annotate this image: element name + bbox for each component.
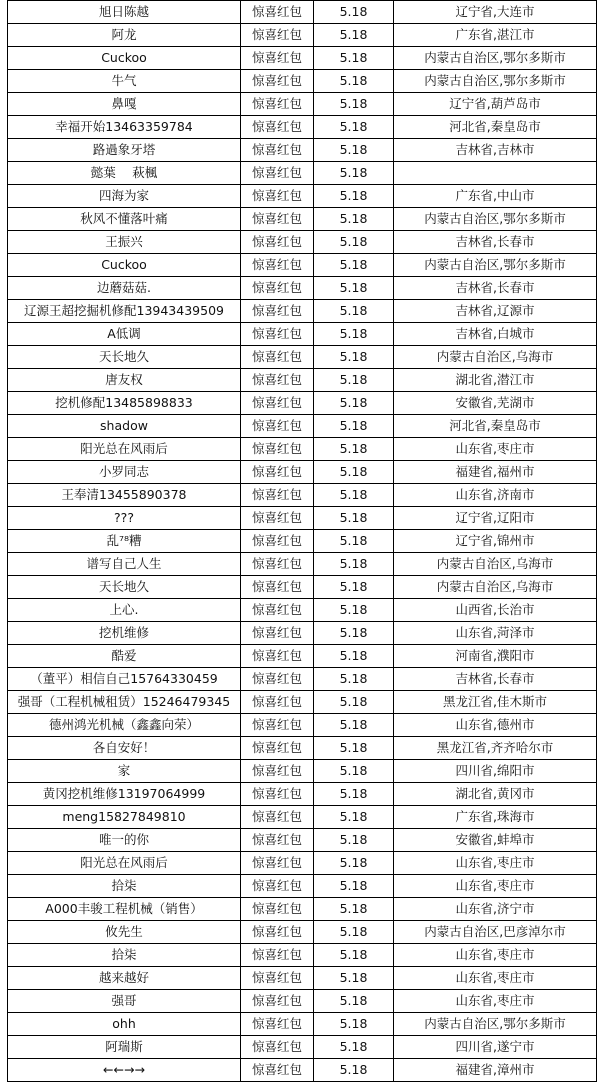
- location-cell: 福建省,漳州市: [394, 1059, 597, 1082]
- table-row: [8, 254, 597, 277]
- amount-cell: 5.18: [314, 668, 394, 691]
- packet-type-cell: 惊喜红包: [241, 254, 314, 277]
- packet-type-cell: 惊喜红包: [241, 760, 314, 783]
- nickname-cell: 黄冈挖机维修13197064999: [8, 783, 241, 806]
- nickname-cell: 强哥（工程机械租赁）15246479345: [8, 691, 241, 714]
- nickname-cell: 天长地久: [8, 346, 241, 369]
- nickname-cell: 路過象牙塔: [8, 139, 241, 162]
- packet-type-cell: 惊喜红包: [241, 599, 314, 622]
- amount-cell: 5.18: [314, 806, 394, 829]
- nickname-cell: A低调: [8, 323, 241, 346]
- packet-type-cell: 惊喜红包: [241, 852, 314, 875]
- table-row: [8, 599, 597, 622]
- table-row: [8, 93, 597, 116]
- location-cell: 吉林省,长春市: [394, 231, 597, 254]
- table-row: [8, 576, 597, 599]
- amount-cell: 5.18: [314, 1036, 394, 1059]
- table-row: [8, 346, 597, 369]
- packet-type-cell: 惊喜红包: [241, 369, 314, 392]
- location-cell: 安徽省,芜湖市: [394, 392, 597, 415]
- location-cell: 河北省,秦皇岛市: [394, 415, 597, 438]
- location-cell: 内蒙古自治区,鄂尔多斯市: [394, 47, 597, 70]
- location-cell: 四川省,绵阳市: [394, 760, 597, 783]
- location-cell: 山东省,济南市: [394, 484, 597, 507]
- nickname-cell: 王奉清13455890378: [8, 484, 241, 507]
- table-row: [8, 277, 597, 300]
- packet-type-cell: 惊喜红包: [241, 645, 314, 668]
- table-row: [8, 691, 597, 714]
- table-row: [8, 70, 597, 93]
- table-row: [8, 760, 597, 783]
- nickname-cell: ???: [8, 507, 241, 530]
- location-cell: 辽宁省,锦州市: [394, 530, 597, 553]
- amount-cell: 5.18: [314, 691, 394, 714]
- table-row: [8, 645, 597, 668]
- amount-cell: 5.18: [314, 231, 394, 254]
- amount-cell: 5.18: [314, 645, 394, 668]
- location-cell: 内蒙古自治区,鄂尔多斯市: [394, 1013, 597, 1036]
- location-cell: 河南省,濮阳市: [394, 645, 597, 668]
- packet-type-cell: 惊喜红包: [241, 93, 314, 116]
- nickname-cell: 攸先生: [8, 921, 241, 944]
- location-cell: 山西省,长治市: [394, 599, 597, 622]
- location-cell: 辽宁省,大连市: [394, 1, 597, 24]
- table-row: [8, 622, 597, 645]
- table-row: [8, 116, 597, 139]
- location-cell: 河北省,秦皇岛市: [394, 116, 597, 139]
- nickname-cell: 天长地久: [8, 576, 241, 599]
- location-cell: 山东省,枣庄市: [394, 852, 597, 875]
- amount-cell: 5.18: [314, 162, 394, 185]
- amount-cell: 5.18: [314, 1059, 394, 1082]
- location-cell: 黑龙江省,佳木斯市: [394, 691, 597, 714]
- packet-type-cell: 惊喜红包: [241, 1, 314, 24]
- nickname-cell: 德州鸿光机械（鑫鑫向荣）: [8, 714, 241, 737]
- nickname-cell: 挖机维修: [8, 622, 241, 645]
- amount-cell: 5.18: [314, 1, 394, 24]
- nickname-cell: 边蘑菇菇.: [8, 277, 241, 300]
- packet-type-cell: 惊喜红包: [241, 70, 314, 93]
- location-cell: 四川省,遂宁市: [394, 1036, 597, 1059]
- packet-type-cell: 惊喜红包: [241, 461, 314, 484]
- nickname-cell: 四海为家: [8, 185, 241, 208]
- amount-cell: 5.18: [314, 852, 394, 875]
- packet-type-cell: 惊喜红包: [241, 415, 314, 438]
- location-cell: [394, 162, 597, 185]
- nickname-cell: shadow: [8, 415, 241, 438]
- packet-type-cell: 惊喜红包: [241, 1013, 314, 1036]
- amount-cell: 5.18: [314, 967, 394, 990]
- location-cell: 山东省,枣庄市: [394, 967, 597, 990]
- table-row: [8, 47, 597, 70]
- table-row: [8, 921, 597, 944]
- packet-type-cell: 惊喜红包: [241, 944, 314, 967]
- amount-cell: 5.18: [314, 1013, 394, 1036]
- amount-cell: 5.18: [314, 530, 394, 553]
- packet-type-cell: 惊喜红包: [241, 806, 314, 829]
- packet-type-cell: 惊喜红包: [241, 1059, 314, 1082]
- location-cell: 广东省,湛江市: [394, 24, 597, 47]
- table-row: [8, 783, 597, 806]
- nickname-cell: 秋风不懂落叶痛: [8, 208, 241, 231]
- table-row: [8, 990, 597, 1013]
- nickname-cell: 拾柒: [8, 875, 241, 898]
- nickname-cell: 旭日陈越: [8, 1, 241, 24]
- location-cell: 吉林省,长春市: [394, 277, 597, 300]
- location-cell: 山东省,枣庄市: [394, 944, 597, 967]
- nickname-cell: 王振兴: [8, 231, 241, 254]
- nickname-cell: 阿龙: [8, 24, 241, 47]
- nickname-cell: ohh: [8, 1013, 241, 1036]
- nickname-cell: 阳光总在风雨后: [8, 852, 241, 875]
- amount-cell: 5.18: [314, 461, 394, 484]
- location-cell: 内蒙古自治区,乌海市: [394, 346, 597, 369]
- nickname-cell: 唐友权: [8, 369, 241, 392]
- table-row: [8, 369, 597, 392]
- nickname-cell: 阳光总在风雨后: [8, 438, 241, 461]
- packet-type-cell: 惊喜红包: [241, 277, 314, 300]
- table-row: [8, 438, 597, 461]
- amount-cell: 5.18: [314, 829, 394, 852]
- table-row: [8, 944, 597, 967]
- packet-type-cell: 惊喜红包: [241, 116, 314, 139]
- location-cell: 内蒙古自治区,鄂尔多斯市: [394, 70, 597, 93]
- packet-type-cell: 惊喜红包: [241, 47, 314, 70]
- location-cell: 黑龙江省,齐齐哈尔市: [394, 737, 597, 760]
- location-cell: 广东省,珠海市: [394, 806, 597, 829]
- table-body: [8, 1, 597, 1082]
- table-row: [8, 507, 597, 530]
- location-cell: 广东省,中山市: [394, 185, 597, 208]
- table-row: [8, 806, 597, 829]
- packet-type-cell: 惊喜红包: [241, 208, 314, 231]
- location-cell: 辽宁省,辽阳市: [394, 507, 597, 530]
- table-row: [8, 415, 597, 438]
- nickname-cell: 家: [8, 760, 241, 783]
- location-cell: 辽宁省,葫芦岛市: [394, 93, 597, 116]
- nickname-cell: 小罗同志: [8, 461, 241, 484]
- table-row: [8, 829, 597, 852]
- amount-cell: 5.18: [314, 208, 394, 231]
- packet-type-cell: 惊喜红包: [241, 898, 314, 921]
- table-row: [8, 553, 597, 576]
- packet-type-cell: 惊喜红包: [241, 139, 314, 162]
- location-cell: 山东省,德州市: [394, 714, 597, 737]
- amount-cell: 5.18: [314, 277, 394, 300]
- red-packet-table: [7, 0, 597, 1082]
- packet-type-cell: 惊喜红包: [241, 24, 314, 47]
- nickname-cell: 各自安好！: [8, 737, 241, 760]
- nickname-cell: 挖机修配13485898833: [8, 392, 241, 415]
- amount-cell: 5.18: [314, 70, 394, 93]
- packet-type-cell: 惊喜红包: [241, 622, 314, 645]
- table-row: [8, 185, 597, 208]
- table-row: [8, 1036, 597, 1059]
- packet-type-cell: 惊喜红包: [241, 231, 314, 254]
- packet-type-cell: 惊喜红包: [241, 507, 314, 530]
- packet-type-cell: 惊喜红包: [241, 1036, 314, 1059]
- location-cell: 安徽省,蚌埠市: [394, 829, 597, 852]
- table-row: [8, 668, 597, 691]
- amount-cell: 5.18: [314, 254, 394, 277]
- table-row: [8, 1, 597, 24]
- amount-cell: 5.18: [314, 737, 394, 760]
- amount-cell: 5.18: [314, 346, 394, 369]
- nickname-cell: 幸福开始13463359784: [8, 116, 241, 139]
- location-cell: 湖北省,黄冈市: [394, 783, 597, 806]
- packet-type-cell: 惊喜红包: [241, 185, 314, 208]
- table-row: [8, 139, 597, 162]
- amount-cell: 5.18: [314, 139, 394, 162]
- amount-cell: 5.18: [314, 47, 394, 70]
- amount-cell: 5.18: [314, 921, 394, 944]
- packet-type-cell: 惊喜红包: [241, 553, 314, 576]
- nickname-cell: 阿瑞斯: [8, 1036, 241, 1059]
- table-row: [8, 208, 597, 231]
- packet-type-cell: 惊喜红包: [241, 921, 314, 944]
- table-row: [8, 231, 597, 254]
- location-cell: 山东省,枣庄市: [394, 875, 597, 898]
- nickname-cell: ←←→→: [8, 1059, 241, 1082]
- nickname-cell: A000丰骏工程机械（销售）: [8, 898, 241, 921]
- nickname-cell: 强哥: [8, 990, 241, 1013]
- location-cell: 吉林省,长春市: [394, 668, 597, 691]
- nickname-cell: 酷爱: [8, 645, 241, 668]
- packet-type-cell: 惊喜红包: [241, 691, 314, 714]
- amount-cell: 5.18: [314, 392, 394, 415]
- packet-type-cell: 惊喜红包: [241, 737, 314, 760]
- table-row: [8, 1059, 597, 1082]
- nickname-cell: 越来越好: [8, 967, 241, 990]
- packet-type-cell: 惊喜红包: [241, 438, 314, 461]
- amount-cell: 5.18: [314, 185, 394, 208]
- amount-cell: 5.18: [314, 507, 394, 530]
- location-cell: 山东省,枣庄市: [394, 990, 597, 1013]
- nickname-cell: 鼻嘎: [8, 93, 241, 116]
- amount-cell: 5.18: [314, 944, 394, 967]
- packet-type-cell: 惊喜红包: [241, 783, 314, 806]
- nickname-cell: Cuckoo: [8, 47, 241, 70]
- nickname-cell: 辽源王超挖掘机修配13943439509: [8, 300, 241, 323]
- packet-type-cell: 惊喜红包: [241, 967, 314, 990]
- packet-type-cell: 惊喜红包: [241, 875, 314, 898]
- amount-cell: 5.18: [314, 714, 394, 737]
- packet-type-cell: 惊喜红包: [241, 162, 314, 185]
- location-cell: 吉林省,吉林市: [394, 139, 597, 162]
- amount-cell: 5.18: [314, 369, 394, 392]
- packet-type-cell: 惊喜红包: [241, 392, 314, 415]
- nickname-cell: 谱写自己人生: [8, 553, 241, 576]
- table-row: [8, 967, 597, 990]
- table-row: [8, 530, 597, 553]
- amount-cell: 5.18: [314, 990, 394, 1013]
- table-row: [8, 392, 597, 415]
- amount-cell: 5.18: [314, 300, 394, 323]
- nickname-cell: 懿葉 萩楓: [8, 162, 241, 185]
- location-cell: 内蒙古自治区,乌海市: [394, 553, 597, 576]
- table-row: [8, 484, 597, 507]
- nickname-cell: Cuckoo: [8, 254, 241, 277]
- table-row: [8, 461, 597, 484]
- amount-cell: 5.18: [314, 553, 394, 576]
- amount-cell: 5.18: [314, 116, 394, 139]
- packet-type-cell: 惊喜红包: [241, 714, 314, 737]
- amount-cell: 5.18: [314, 24, 394, 47]
- table-row: [8, 162, 597, 185]
- packet-type-cell: 惊喜红包: [241, 829, 314, 852]
- packet-type-cell: 惊喜红包: [241, 484, 314, 507]
- amount-cell: 5.18: [314, 484, 394, 507]
- table-row: [8, 300, 597, 323]
- packet-type-cell: 惊喜红包: [241, 668, 314, 691]
- nickname-cell: （董平）相信自己15764330459: [8, 668, 241, 691]
- amount-cell: 5.18: [314, 323, 394, 346]
- nickname-cell: 乱⁷⁸糟: [8, 530, 241, 553]
- packet-type-cell: 惊喜红包: [241, 300, 314, 323]
- table-row: [8, 24, 597, 47]
- table-row: [8, 875, 597, 898]
- amount-cell: 5.18: [314, 93, 394, 116]
- amount-cell: 5.18: [314, 783, 394, 806]
- table-row: [8, 1013, 597, 1036]
- location-cell: 湖北省,潜江市: [394, 369, 597, 392]
- nickname-cell: 上心.: [8, 599, 241, 622]
- nickname-cell: 牛气: [8, 70, 241, 93]
- location-cell: 山东省,枣庄市: [394, 438, 597, 461]
- amount-cell: 5.18: [314, 599, 394, 622]
- packet-type-cell: 惊喜红包: [241, 530, 314, 553]
- amount-cell: 5.18: [314, 760, 394, 783]
- table-row: [8, 714, 597, 737]
- amount-cell: 5.18: [314, 438, 394, 461]
- amount-cell: 5.18: [314, 576, 394, 599]
- location-cell: 内蒙古自治区,鄂尔多斯市: [394, 208, 597, 231]
- amount-cell: 5.18: [314, 875, 394, 898]
- amount-cell: 5.18: [314, 898, 394, 921]
- location-cell: 内蒙古自治区,巴彦淖尔市: [394, 921, 597, 944]
- location-cell: 福建省,福州市: [394, 461, 597, 484]
- table-row: [8, 323, 597, 346]
- packet-type-cell: 惊喜红包: [241, 323, 314, 346]
- packet-type-cell: 惊喜红包: [241, 990, 314, 1013]
- location-cell: 吉林省,辽源市: [394, 300, 597, 323]
- table-row: [8, 898, 597, 921]
- amount-cell: 5.18: [314, 622, 394, 645]
- nickname-cell: meng15827849810: [8, 806, 241, 829]
- table-row: [8, 852, 597, 875]
- packet-type-cell: 惊喜红包: [241, 576, 314, 599]
- location-cell: 内蒙古自治区,乌海市: [394, 576, 597, 599]
- location-cell: 内蒙古自治区,鄂尔多斯市: [394, 254, 597, 277]
- location-cell: 吉林省,白城市: [394, 323, 597, 346]
- packet-type-cell: 惊喜红包: [241, 346, 314, 369]
- amount-cell: 5.18: [314, 415, 394, 438]
- location-cell: 山东省,菏泽市: [394, 622, 597, 645]
- location-cell: 山东省,济宁市: [394, 898, 597, 921]
- table-row: [8, 737, 597, 760]
- nickname-cell: 唯一的你: [8, 829, 241, 852]
- nickname-cell: 拾柒: [8, 944, 241, 967]
